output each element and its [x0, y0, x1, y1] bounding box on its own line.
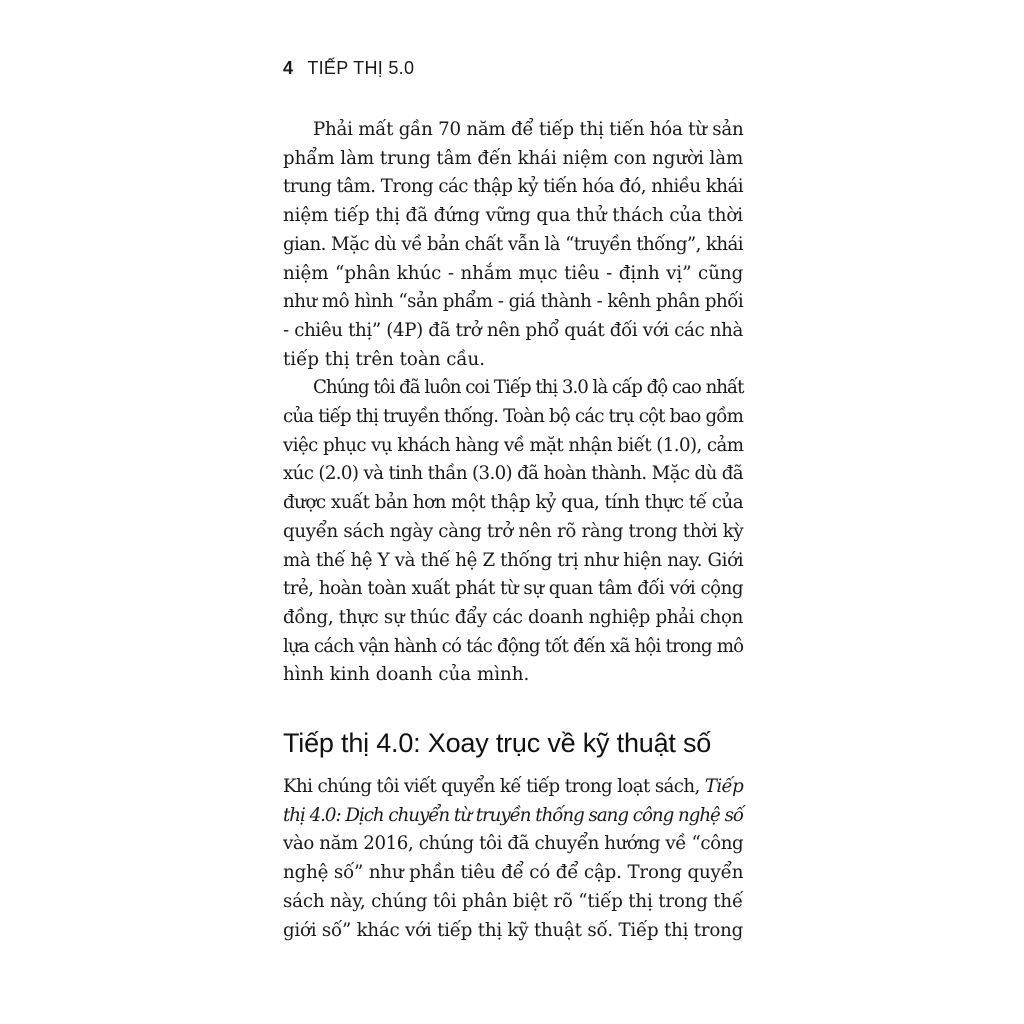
text-line: trung tâm. Trong các thập kỷ tiến hóa đó, nhiều khái — [283, 176, 743, 198]
text-line: Phải mất gần 70 năm để tiếp thị tiến hóa từ sản — [313, 119, 744, 140]
book-title-italic: Tiếp — [704, 776, 744, 797]
book-title: TIẾP THỊ 5.0 — [307, 58, 415, 78]
text-line: vào năm 2016, chúng tôi đã chuyển hướng về “công — [283, 833, 744, 855]
text-line — [283, 773, 743, 802]
body-text-upper — [283, 116, 743, 690]
text-line: được xuất bản hơn một thập kỷ qua, tính thực tế của — [283, 492, 744, 514]
section-heading: Tiếp thị 4.0: Xoay trục về kỹ thuật số — [283, 728, 712, 758]
paragraph-2 — [283, 374, 743, 690]
book-title-italic: thị 4.0: Dịch chuyển từ truyền thống sang công nghệ số — [283, 804, 743, 826]
paragraph-1 — [283, 116, 743, 374]
paragraph-3 — [283, 773, 743, 945]
text-line: quyển sách ngày càng trở nên rõ ràng trong thời kỳ — [283, 520, 744, 542]
page-number: 4 — [283, 58, 294, 78]
text-line: giới số” khác với tiếp thị kỹ thuật số. Tiếp thị trong — [283, 919, 743, 941]
text-line: gian. Mặc dù về bản chất vẫn là “truyền thống”, khái — [283, 233, 743, 255]
text-line: trẻ, hoàn toàn xuất phát từ sự quan tâm đối với cộng — [283, 578, 743, 600]
text-line: nghệ số” như phần tiêu để có để cập. Trong quyển — [283, 862, 744, 884]
running-head — [283, 58, 414, 79]
text-line: phẩm làm trung tâm đến khái niệm con người làm — [283, 147, 744, 169]
text-line: tiếp thị trên toàn cầu. — [283, 348, 486, 370]
text-line: mà thế hệ Y và thế hệ Z thống trị như hiện nay. Giới — [283, 549, 744, 571]
text-line: như mô hình “sản phẩm - giá thành - kênh phân phối — [283, 291, 744, 313]
text-line: niệm tiếp thị đã đứng vững qua thử thách của thời — [283, 205, 743, 227]
text-line: sách này, chúng tôi phân biệt rõ “tiếp thị trong thế — [283, 890, 743, 912]
text-line: lựa cách vận hành có tác động tốt đến xã hội trong mô — [283, 635, 744, 657]
text-line — [283, 802, 743, 831]
text-line: niệm “phân khúc - nhắm mục tiêu - định vị” cũng — [283, 262, 744, 284]
text-line: Chúng tôi đã luôn coi Tiếp thị 3.0 là cấp độ cao nhất — [313, 377, 744, 399]
text-line: - chiêu thị” (4P) đã trở nên phổ quát đối với các nhà — [283, 319, 743, 341]
text-line: của tiếp thị truyền thống. Toàn bộ các trụ cột bao gồm — [283, 406, 743, 428]
text-line: xúc (2.0) và tinh thần (3.0) đã hoàn thành. Mặc dù đã — [283, 463, 743, 485]
text-line: hình kinh doanh của mình. — [283, 664, 530, 686]
text-line: việc phục vụ khách hàng về mặt nhận biết (1.0), cảm — [283, 434, 744, 456]
text-run: Khi chúng tôi viết quyển kế tiếp trong loạt sách, — [283, 776, 705, 797]
text-line: đồng, thực sự thúc đẩy các doanh nghiệp phải chọn — [283, 606, 743, 628]
